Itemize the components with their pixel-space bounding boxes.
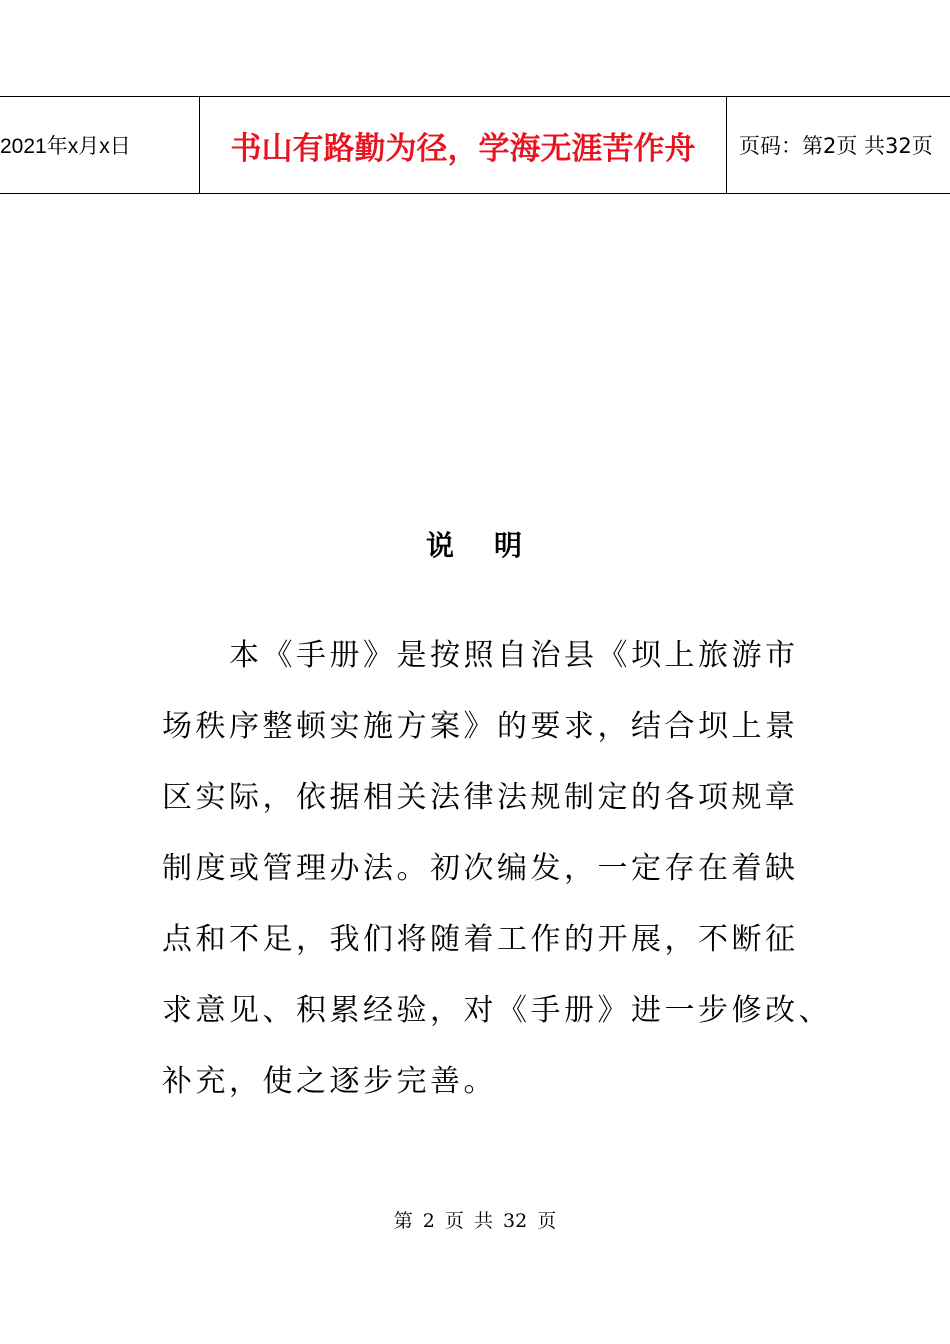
- header-table: [0, 96, 950, 194]
- body-line: 补充，使之逐步完善。: [162, 1064, 497, 1099]
- page-footer: 第 2 页 共 32 页: [393, 1210, 557, 1232]
- body-line: 本《手册》是按照自治县《坝上旅游市: [162, 638, 799, 673]
- title-part-1: 说: [425, 529, 456, 562]
- document-body: [162, 620, 832, 1117]
- body-line: 求意见、积累经验，对《手册》进一步修改、: [162, 993, 832, 1028]
- document-title: [0, 524, 950, 564]
- header-page-info: 页码：第2页 共32页: [739, 134, 933, 158]
- body-line: 区实际，依据相关法律法规制定的各项规章: [162, 780, 799, 815]
- header-motto: 书山有路勤为径，学海无涯苦作舟: [200, 97, 727, 193]
- header-date: 2021年x月x日: [0, 97, 200, 193]
- body-line: 场秩序整顿实施方案》的要求，结合坝上景: [162, 709, 799, 744]
- body-line: 制度或管理办法。初次编发，一定存在着缺: [162, 851, 799, 886]
- title-part-2: 明: [494, 529, 525, 562]
- body-line: 点和不足，我们将随着工作的开展，不断征: [162, 922, 799, 957]
